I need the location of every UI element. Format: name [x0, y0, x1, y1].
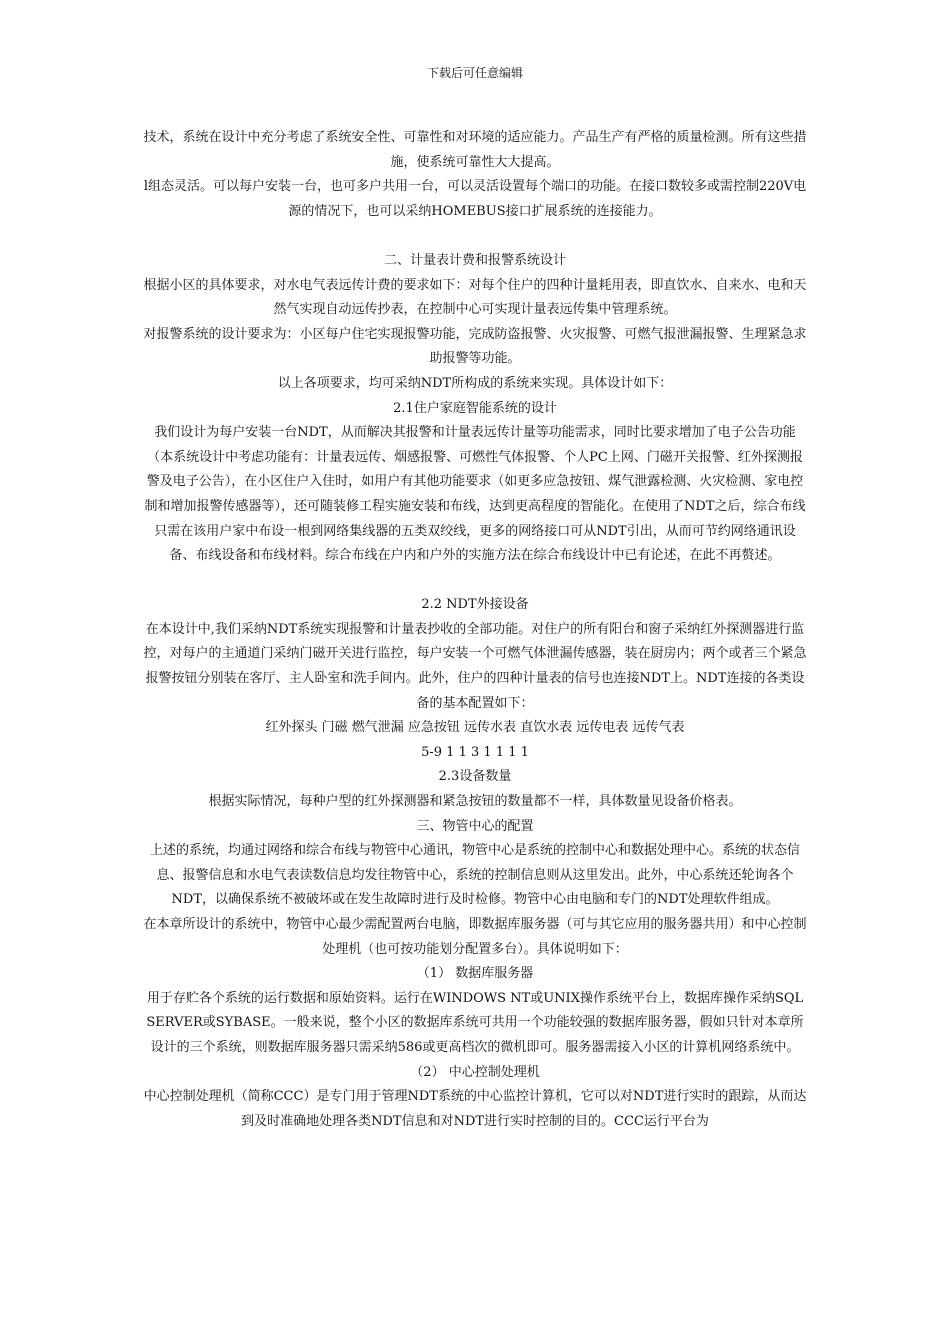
section-heading: 三、物管中心的配置	[416, 818, 534, 834]
paragraph-spacer	[143, 224, 807, 249]
paragraph: 在本设计中,我们采纳NDT系统实现报警和计量表抄收的全部功能。对住户的所有阳台和窗子采纳红外探测器进行监控，对每户的主通道门采纳门磁开关进行监控，每户安装一个可燃气体泄漏传感器，装在厨房内；两个或者三个紧急报警按钮分别装在客厅、主人卧室和洗手间内。此外，住户的四种计量表的信号也连接NDT上。NDT连接的各类设备的基本配置如下：	[143, 621, 807, 711]
item-heading: （1） 数据库服务器	[416, 966, 534, 982]
document-body	[143, 126, 807, 1134]
paragraph: 根据实际情况，每种户型的红外探测器和紧急按钮的数量都不一样，具体数量见设备价格表。	[208, 794, 742, 810]
device-list: 红外探头 门磁 燃气泄漏 应急按钮 远传水表 直饮水表 远传电表 远传气表	[265, 720, 685, 736]
paragraph: 用于存贮各个系统的运行数据和原始资料。运行在WINDOWS NT或UNIX操作系统平台上，数据库操作采纳SQL SERVER或SYBASE。一般来说，整个小区的数据库系统可共用一个功能较强的数据库服务器，假如只针对本章所设计的三个系统，则数据库服务器只需采纳586或更高档次的微机即可。服务器需接入小区的计算机网络系统中。	[146, 990, 804, 1055]
section-heading: 二、计量表计费和报警系统设计	[383, 252, 566, 268]
paragraph: 上述的系统，均通过网络和综合布线与物管中心通讯，物管中心是系统的控制中心和数据处理中心。系统的状态信息、报警信息和水电气表读数信息均发往物管中心，系统的控制信息则从这里发出。此外，中心系统还轮询各个NDT，以确保系统不被破坏或在发生故障时进行及时检修。物管中心由电脑和专门的NDT处理软件组成。	[149, 843, 800, 908]
subsection-heading: 2.3设备数量	[438, 769, 512, 785]
paragraph: 技术，系统在设计中充分考虑了系统安全性、可靠性和对环境的适应能力。产品生产有严格的质量检测。所有这些措施，使系统可靠性大大提高。	[143, 130, 807, 170]
item-heading: （2） 中心控制处理机	[410, 1064, 540, 1080]
paragraph: 以上各项要求，均可采纳NDT所构成的系统来实现。具体设计如下：	[277, 375, 673, 391]
device-counts: 5-9 1 1 3 1 1 1 1	[421, 744, 529, 760]
paragraph: 根据小区的具体要求，对水电气表远传计费的要求如下：对每个住户的四种计量耗用表，即直饮水、自来水、电和天然气实现自动远传抄表，在控制中心可实现计量表远传集中管理系统。	[143, 277, 807, 318]
paragraph: 在本章所设计的系统中，物管中心最少需配置两台电脑，即数据库服务器（可与其它应用的服务器共用）和中心控制处理机（也可按功能划分配置多台）。具体说明如下：	[143, 917, 807, 957]
page-header: 下载后可任意编辑	[426, 66, 523, 80]
paragraph: 中心控制处理机（简称CCC）是专门用于管理NDT系统的中心监控计算机，它可以对NDT进行实时的跟踪，从而达到及时准确地处理各类NDT信息和对NDT进行实时控制的目的。CCC运行平台为	[143, 1089, 807, 1129]
paragraph: 我们设计为每户安装一台NDT，从而解决其报警和计量表远传计量等功能需求，同时比要求增加了电子公告功能（本系统设计中考虑功能有：计量表远传、烟感报警、可燃性气体报警、个人PC上网、门磁开关报警、红外探测报警及电子公告），在小区住户入住时，如用户有其他功能要求（如更多应急按钮、煤气泄露检测、火灾检测、家电控制和增加报警传感器等），还可随装修工程实施安装和布线，达到更高程度的智能化。在使用了NDT之后，综合布线只需在该用户家中布设一根到网络集线器的五类双绞线，更多的网络接口可从NDT引出，从而可节约网络通讯设备、布线设备和布线材料。综合布线在户内和户外的实施方法在综合布线设计中已有论述，在此不再赘述。	[144, 425, 806, 564]
paragraph-spacer	[143, 569, 807, 594]
paragraph: 对报警系统的设计要求为：小区每户住宅实现报警功能，完成防盗报警、火灾报警、可燃气报泄漏报警、生理紧急求助报警等功能。	[143, 326, 807, 367]
paragraph: l组态灵活。可以每户安装一台，也可多户共用一台，可以灵活设置每个端口的功能。在接口数较多或需控制220V电源的情况下，也可以采纳HOMEBUS接口扩展系统的连接能力。	[143, 179, 807, 219]
subsection-heading: 2.1住户家庭智能系统的设计	[393, 400, 557, 416]
subsection-heading: 2.2 NDT外接设备	[421, 597, 529, 613]
